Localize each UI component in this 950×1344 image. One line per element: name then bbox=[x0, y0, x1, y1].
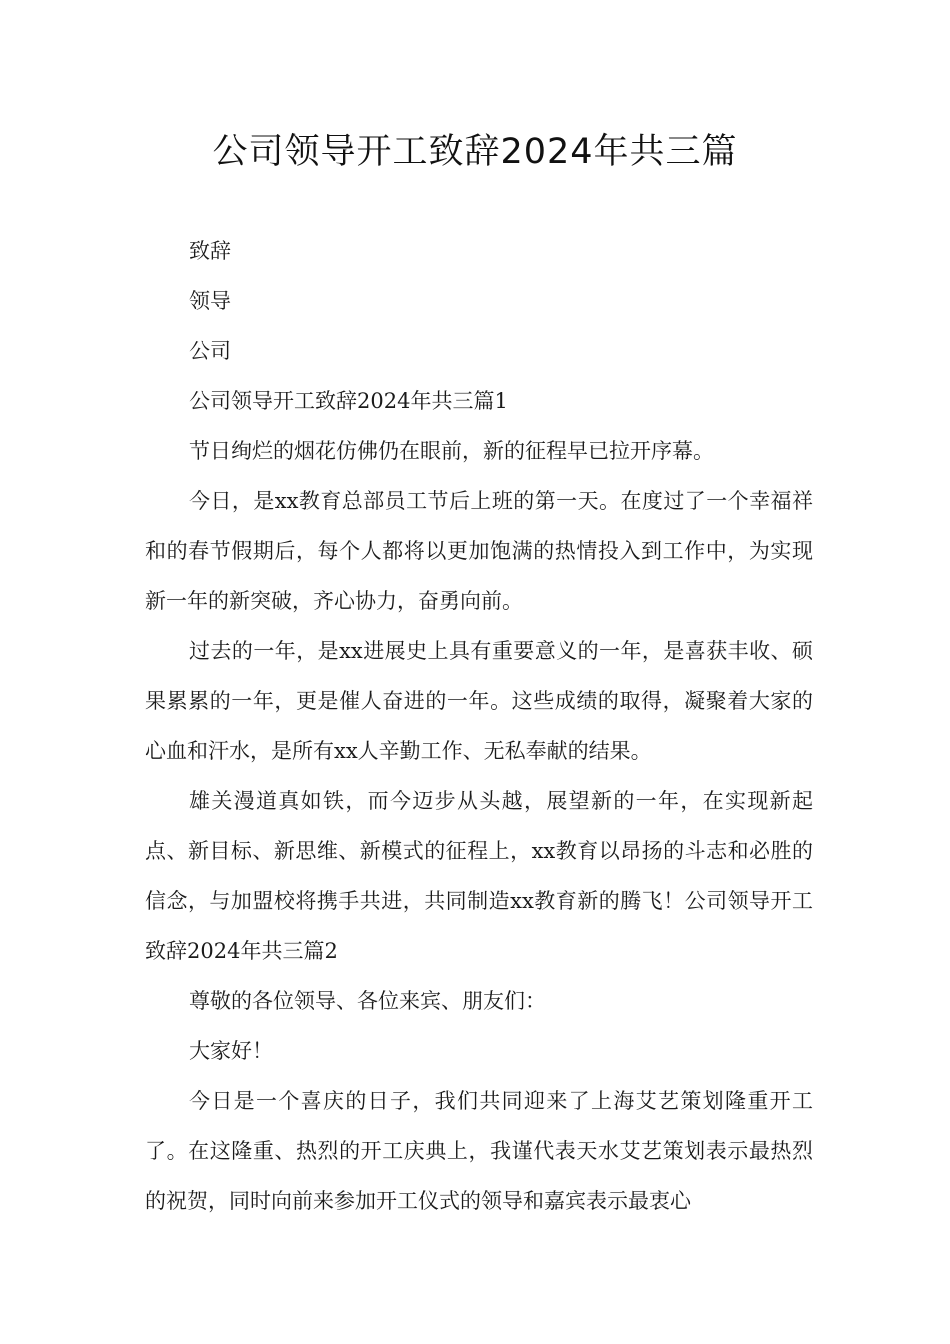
paragraph: 今日，是xx教育总部员工节后上班的第一天。在度过了一个幸福祥和的春节假期后，每个人都将以更加饱满的热情投入到工作中，为实现新一年的新突破，齐心协力，奋勇向前。 bbox=[145, 489, 813, 613]
document-body bbox=[145, 226, 813, 1226]
page-title: 公司领导开工致辞2024年共三篇 bbox=[212, 132, 738, 172]
paragraph-keyword-1: 致辞 bbox=[189, 239, 231, 263]
paragraph: 雄关漫道真如铁，而今迈步从头越，展望新的一年，在实现新起点、新目标、新思维、新模式的征程上，xx教育以昂扬的斗志和必胜的信念，与加盟校将携手共进，共同制造xx教育新的腾飞！公司领导开工致辞2024年共三篇2 bbox=[145, 789, 813, 963]
paragraph: 节日绚烂的烟花仿佛仍在眼前，新的征程早已拉开序幕。 bbox=[189, 439, 714, 463]
paragraph-keyword-2: 领导 bbox=[189, 289, 231, 313]
greeting-line: 尊敬的各位领导、各位来宾、朋友们： bbox=[189, 989, 546, 1013]
paragraph: 过去的一年，是xx进展史上具有重要意义的一年，是喜获丰收、硕果累累的一年，更是催人奋进的一年。这些成绩的取得，凝聚着大家的心血和汗水，是所有xx人辛勤工作、无私奉献的结果。 bbox=[145, 639, 813, 763]
greeting-line: 大家好！ bbox=[189, 1039, 273, 1063]
section-heading-1: 公司领导开工致辞2024年共三篇1 bbox=[189, 389, 508, 413]
paragraph: 今日是一个喜庆的日子，我们共同迎来了上海艾艺策划隆重开工了。在这隆重、热烈的开工庆典上，我谨代表天水艾艺策划表示最热烈的祝贺，同时向前来参加开工仪式的领导和嘉宾表示最衷心 bbox=[145, 1089, 813, 1213]
paragraph-keyword-3: 公司 bbox=[189, 339, 231, 363]
